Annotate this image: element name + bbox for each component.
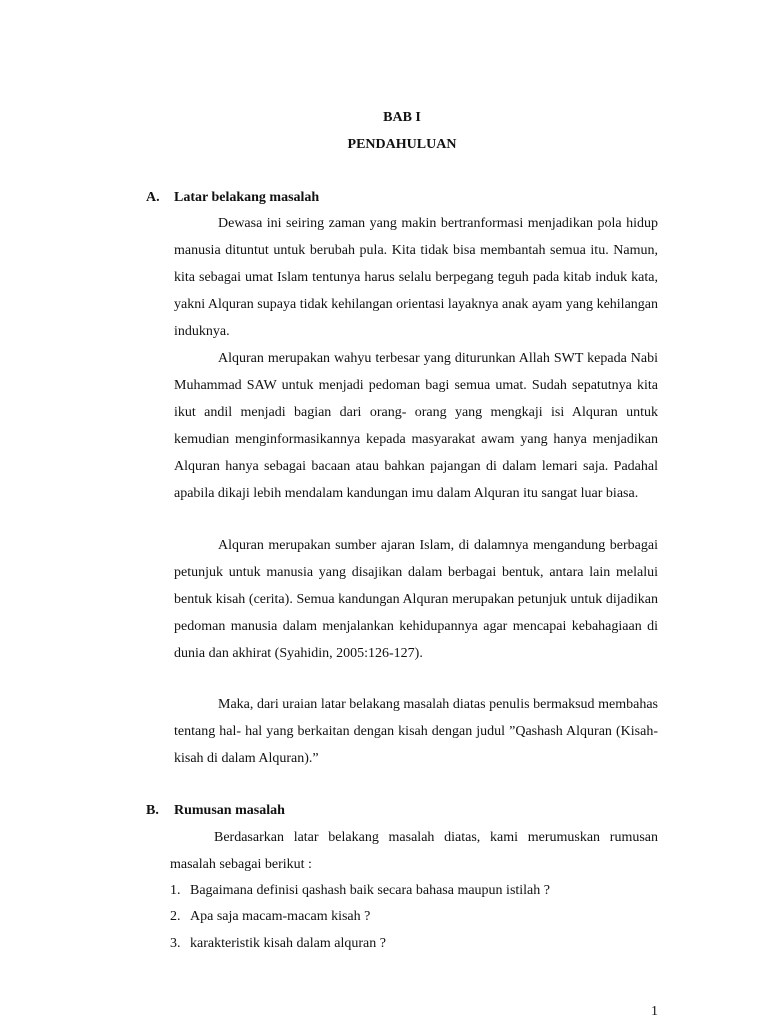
chapter-label: BAB I bbox=[383, 110, 421, 125]
list-item-text: Bagaimana definisi qashash baik secara bahasa maupun istilah ? bbox=[190, 883, 550, 898]
list-item-text: Apa saja macam-macam kisah ? bbox=[190, 909, 371, 924]
chapter-title: PENDAHULUAN bbox=[347, 137, 457, 152]
section-a-letter: A. bbox=[146, 190, 160, 205]
list-item-number: 3. bbox=[170, 936, 181, 951]
section-b-title: Rumusan masalah bbox=[174, 803, 285, 818]
list-item bbox=[170, 934, 654, 954]
list-item-text: karakteristik kisah dalam alquran ? bbox=[190, 936, 386, 951]
section-a-heading bbox=[146, 190, 319, 206]
section-a-paragraph-3: Alquran merupakan sumber ajaran Islam, di dalamnya mengandung berbagai petunjuk untuk manusia yang disajikan dalam berbagai bentuk, antara lain melalui bentuk kisah (cerita). Semua kandungan Alquran merupakan petunjuk untuk dijadikan pedoman manusia dalam menjalankan kehidupannya agar mencapai kebahagiaan di dunia dan akhirat (Syahidin, 2005:126-127). bbox=[174, 538, 658, 661]
list-item bbox=[170, 881, 654, 901]
section-b-letter: B. bbox=[146, 803, 159, 818]
section-a-paragraph-4: Maka, dari uraian latar belakang masalah diatas penulis bermaksud membahas tentang hal- hal yang berkaitan dengan kisah dengan judul ”Qashash Alquran (Kisah- kisah di dalam Alquran).” bbox=[174, 697, 658, 766]
list-item-number: 2. bbox=[170, 909, 181, 924]
section-a-paragraph-2: Alquran merupakan wahyu terbesar yang diturunkan Allah SWT kepada Nabi Muhammad SAW untuk menjadi pedoman bagi semua umat. Sudah sepatutnya kita ikut andil menjadi bagian dari orang- orang yang mengkaji isi Alquran untuk kemudian menginformasikannya kepada masyarakat awam yang hanya menjadikan Alquran hanya sebagai bacaan atau bahkan pajangan di dalam lemari saja. Padahal apabila dikaji lebih mendalam kandungan imu dalam Alquran itu sangat luar biasa. bbox=[174, 351, 658, 501]
section-b-heading bbox=[146, 803, 285, 819]
section-a-paragraph-1: Dewasa ini seiring zaman yang makin bertranformasi menjadikan pola hidup manusia dituntut untuk berubah pula. Kita tidak bisa membantah semua itu. Namun, kita sebagai umat Islam tentunya harus selalu berpegang teguh pada kitab induk kata, yakni Alquran supaya tidak kehilangan orientasi layaknya anak ayam yang kehilangan induknya. bbox=[174, 216, 658, 339]
section-b-intro: Berdasarkan latar belakang masalah diatas, kami merumuskan rumusan masalah sebagai berikut : bbox=[170, 830, 658, 872]
list-item bbox=[170, 907, 654, 927]
section-a-title: Latar belakang masalah bbox=[174, 190, 320, 205]
page-number: 1 bbox=[651, 1004, 658, 1019]
list-item-number: 1. bbox=[170, 883, 181, 898]
